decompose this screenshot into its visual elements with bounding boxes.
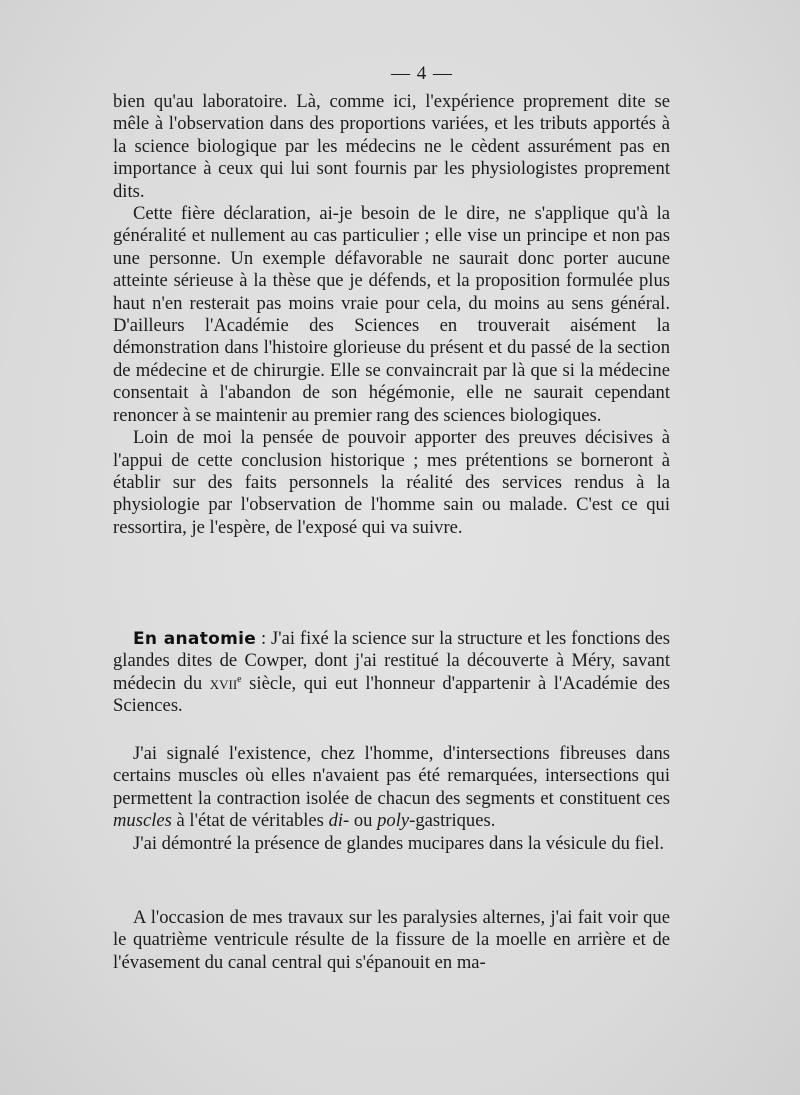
muscles-section [113,743,670,855]
paralysies-section [113,907,670,974]
page-number: — 4 — [391,63,453,84]
intersections-text-before: J'ai signalé l'existence, chez l'homme, d'intersections fibreuses dans certains muscles où elles n'avaient pas été remarquées, intersections qui permettent la contraction isolée de chacun des segments et constituent ces [113,743,670,809]
century-superscript: e [237,673,242,685]
paragraph-intersections [113,743,670,833]
anatomie-text-before: : J'ai fixé la science sur la structure et les fonctions des glandes dites de Cowper, dont j'ai restitué la découverte à Méry, savant médecin du [113,628,671,694]
intersections-text-ou: ou [349,810,378,832]
intersections-text-after: gastriques. [415,810,496,832]
paragraph-declaration: Cette fière déclaration, ai-je besoin de le dire, ne s'applique qu'à la généralité et nullement au cas particulier ; elle vise un principe et non pas une personne. Un exemple défavorable ne saurait donc porter aucune atteinte sérieuse à la thèse que je défends, et la proposition formulée plus haut n'en resterait pas moins vraie pour cela, du moins au sens général. D'ailleurs l'Académie des Sciences en trouverait aisément la démonstration dans l'histoire glorieuse du présent et du passé de la section de médecine et de chirurgie. Elle se convaincrait par là que si la médecine consentait à l'abandon de son hégémonie, elle ne saurait cependant renoncer à se maintenir au premier rang des sciences biologiques. [113,203,670,426]
intro-section [113,91,670,539]
paragraph-vesicule: J'ai démontré la présence de glandes mucipares dans la vésicule du fiel. [133,832,665,854]
anatomie-section [113,628,670,718]
century-numeral: xvii [209,672,238,694]
italic-muscles: muscles [113,810,172,832]
paragraph-conclusion: Loin de moi la pensée de pouvoir apporter des preuves décisives à l'appui de cette conclusion historique ; mes prétentions se borneront à établir sur des faits personnels la réalité des services rendus à la physiologie par l'observation de l'homme sain ou malade. C'est ce qui ressortira, je l'espère, de l'exposé qui va suivre. [113,427,670,538]
paragraph-anatomie [113,628,670,718]
paragraph-continuation: bien qu'au laboratoire. Là, comme ici, l'expérience proprement dite se mêle à l'observation dans des proportions variées, et les tributs apportés à la science biologique par les médecins ne le cèdent assurément pas en importance à ceux qui lui sont fournis par les physiologistes proprement dits. [113,91,670,202]
section-heading-anatomie: En anatomie [133,629,257,649]
paragraph-paralysies: A l'occasion de mes travaux sur les paralysies alternes, j'ai fait voir que le quatrième ventricule résulte de la fissure de la moelle en arrière et de l'évasement du canal central qui s'épanouit en ma- [113,907,670,973]
italic-di: di- [328,810,350,832]
intersections-text-mid: à l'état de véritables [171,810,329,832]
anatomie-text-after: siècle, qui eut l'honneur d'appartenir à l'Académie des Sciences. [113,672,670,717]
italic-poly: poly- [377,810,416,832]
